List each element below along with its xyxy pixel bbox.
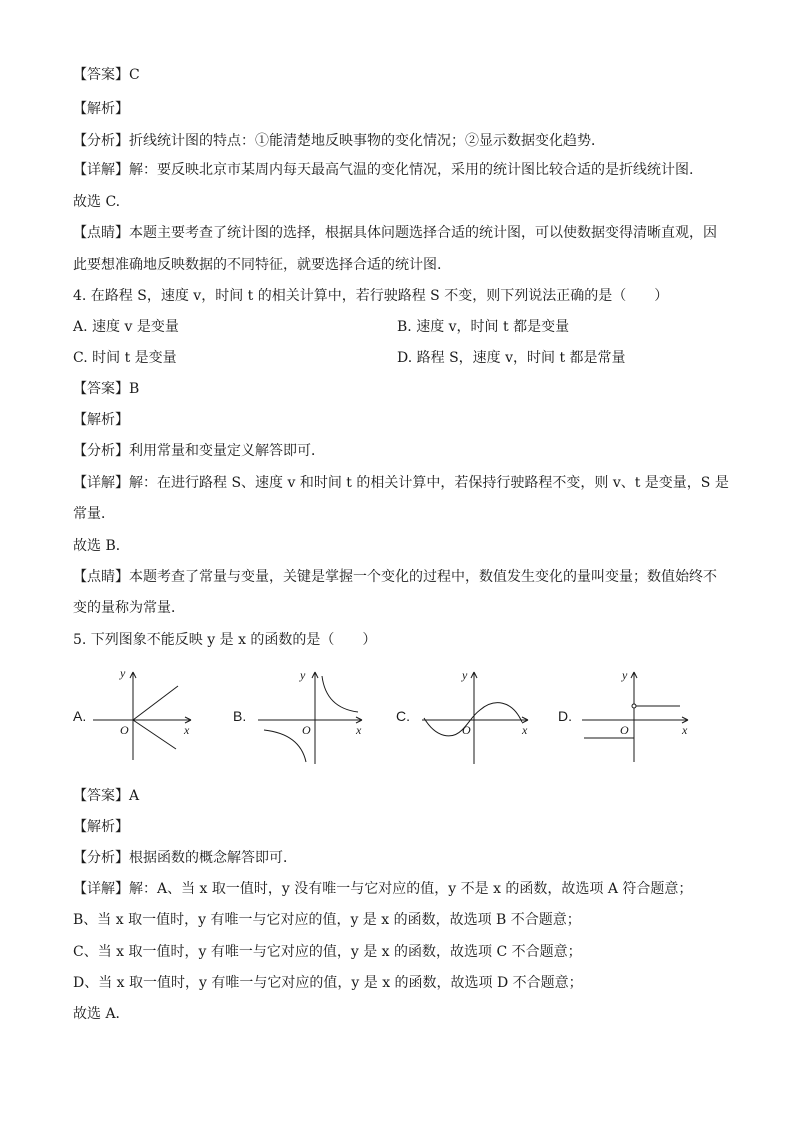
q4-option-c: C. 时间 t 是变量: [73, 350, 177, 366]
q3-analysis-heading: 【解析】: [73, 101, 129, 117]
q4-choice: 故选 B．: [73, 538, 130, 554]
q4-option-d: D. 路程 S，速度 v，时间 t 都是常量: [397, 350, 626, 366]
q5-detail-a: 【详解】解：A、当 x 取一值时，y 没有唯一与它对应的值，y 不是 x 的函数，故选项 A 符合题意；: [73, 881, 693, 897]
graph-c-label: C.: [396, 708, 410, 724]
q5-detail-c: C、当 x 取一值时，y 有唯一与它对应的值，y 是 x 的函数，故选项 C 不合题意；: [73, 944, 582, 960]
graph-a-lower-ray: [133, 720, 176, 749]
graph-c-origin-label: O: [462, 723, 471, 737]
q3-choice: 故选 C.: [73, 194, 121, 210]
q3-comment-line1: 【点睛】本题主要考查了统计图的选择，根据具体问题选择合适的统计图，可以使数据变得清晰直观，因: [73, 225, 717, 241]
q5-choice: 故选 A．: [73, 1006, 130, 1022]
graph-a-upper-ray: [133, 686, 178, 720]
graph-d: [578, 664, 696, 768]
graph-a-label: A.: [73, 708, 87, 724]
q4-answer: 【答案】B: [73, 381, 140, 397]
graph-b-curve-q1: [322, 676, 358, 712]
q4-analysis: 【分析】利用常量和变量定义解答即可．: [73, 443, 325, 459]
graph-a-origin-label: O: [120, 723, 129, 737]
q3-comment-line2: 此要想准确地反映数据的不同特征，就要选择合适的统计图.: [73, 257, 442, 273]
graph-c-x-label: x: [522, 723, 528, 737]
q5-analysis: 【分析】根据函数的概念解答即可．: [73, 850, 297, 866]
graph-b-curve-q3: [264, 730, 306, 762]
q5-question: 5. 下列图象不能反映 y 是 x 的函数的是（ ）: [73, 632, 377, 648]
q4-option-b: B. 速度 v，时间 t 都是变量: [397, 319, 570, 335]
graph-c-curve: [424, 703, 522, 736]
graph-d-y-label: y: [622, 668, 628, 682]
graph-a-x-label: x: [184, 723, 190, 737]
q4-comment-line2: 变的量称为常量．: [73, 600, 185, 616]
q4-question: 4. 在路程 S，速度 v，时间 t 的相关计算中，若行驶路程 S 不变，则下列说法正确的是（ ）: [73, 288, 669, 304]
q5-answer: 【答案】A: [73, 788, 140, 804]
graph-d-origin-label: O: [620, 723, 629, 737]
graph-a-y-label: y: [120, 666, 126, 680]
graph-d-open-point: [632, 704, 636, 708]
q4-option-a: A. 速度 v 是变量: [73, 319, 179, 335]
graph-a: [88, 664, 198, 764]
q3-analysis: 【分析】折线统计图的特点：①能清楚地反映事物的变化情况；②显示数据变化趋势．: [73, 133, 605, 149]
q5-analysis-heading: 【解析】: [73, 819, 129, 835]
graph-b: [254, 664, 370, 768]
graph-d-label: D.: [558, 708, 572, 724]
q4-analysis-heading: 【解析】: [73, 412, 129, 428]
graph-c: [418, 664, 536, 768]
q4-detail-line2: 常量．: [73, 506, 115, 522]
q3-answer: 【答案】C: [73, 67, 140, 83]
graph-d-x-label: x: [682, 723, 688, 737]
q4-detail-line1: 【详解】解：在进行路程 S、速度 v 和时间 t 的相关计算中，若保持行驶路程不变，则 v、t 是变量，S 是: [73, 475, 729, 491]
graph-c-y-label: y: [462, 668, 468, 682]
graph-b-origin-label: O: [302, 723, 311, 737]
graph-b-y-label: y: [300, 668, 306, 682]
graph-b-label: B.: [233, 708, 247, 724]
graph-b-x-label: x: [356, 723, 362, 737]
q3-detail: 【详解】解：要反映北京市某周内每天最高气温的变化情况，采用的统计图比较合适的是折线统计图.: [73, 162, 694, 178]
q5-detail-d: D、当 x 取一值时，y 有唯一与它对应的值，y 是 x 的函数，故选项 D 不合题意；: [73, 975, 583, 991]
q5-detail-b: B、当 x 取一值时，y 有唯一与它对应的值，y 是 x 的函数，故选项 B 不合题意；: [73, 912, 581, 928]
q4-comment-line1: 【点睛】本题考查了常量与变量，关键是掌握一个变化的过程中，数值发生变化的量叫变量；数值始终不: [73, 569, 717, 585]
